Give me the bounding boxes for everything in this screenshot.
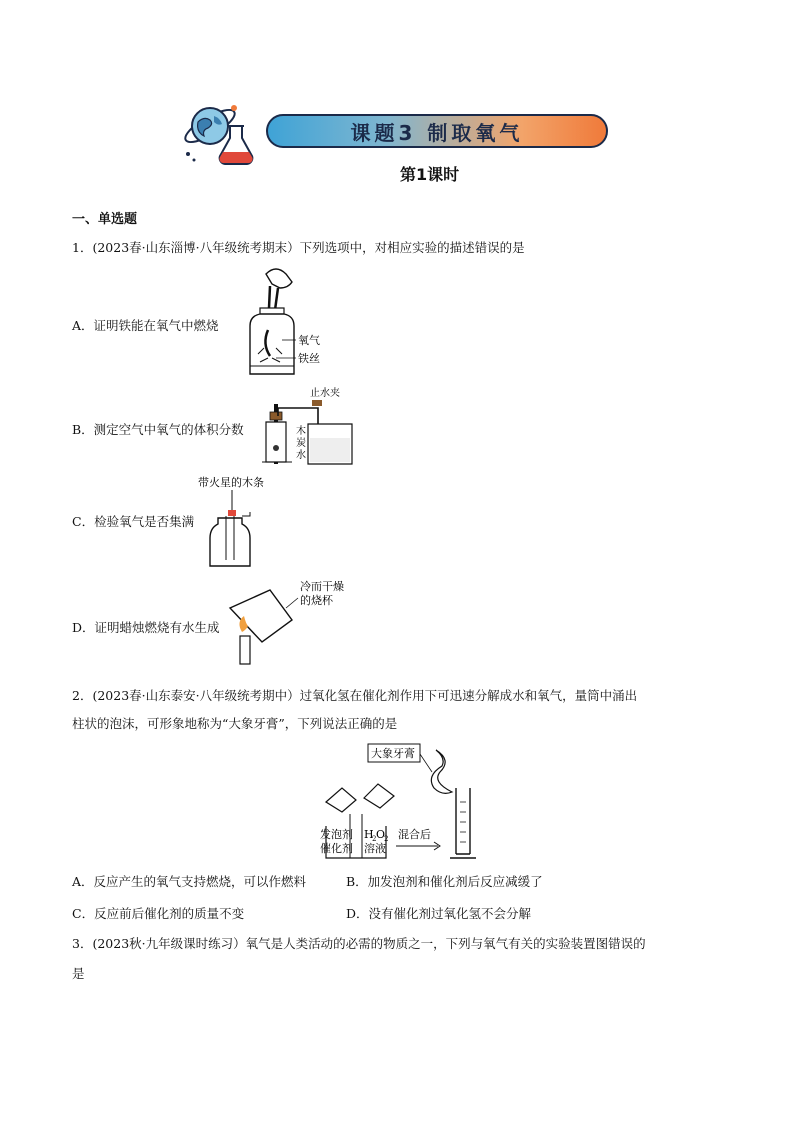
q2-option-a: A．反应产生的氧气支持燃烧，可以作燃料 — [72, 874, 307, 889]
q2-figure — [320, 742, 500, 864]
q1-option-a: A．证明铁能在氧气中燃烧 — [72, 318, 219, 333]
page-subtitle: 第1课时 — [400, 165, 460, 184]
q1b-label-clamp: 止水夹 — [310, 388, 340, 399]
q2-label-foam2: 催化剂 — [320, 842, 353, 855]
section-title: 一、单选题 — [72, 212, 138, 227]
q1b-label-3: 水 — [296, 450, 306, 461]
question-2-stem-line1: 2．(2023春·山东泰安·八年级统考期中）过氧化氢在催化剂作用下可迅速分解成水和氧气，量筒中涌出 — [72, 688, 638, 703]
q1a-label-iron-wire: 铁丝 — [298, 352, 320, 365]
q2-sub-2a: 2 — [372, 835, 377, 843]
q2-option-d: D．没有催化剂过氧化氢不会分解 — [346, 906, 532, 921]
q2-option-c: C．反应前后催化剂的质量不变 — [72, 906, 245, 921]
q1-figure-c — [196, 474, 286, 570]
question-3-stem-line2: 是 — [72, 966, 85, 981]
q2-label-foam1: 发泡剂 — [320, 828, 353, 841]
q2-label-o: O — [376, 828, 386, 841]
header-logo-icon — [180, 96, 264, 168]
q1c-label-splint: 带火星的木条 — [198, 476, 264, 489]
q1d-label-2: 的烧杯 — [300, 594, 333, 607]
q1d-label-1: 冷而干燥 — [300, 580, 344, 593]
q2-label-solution: 溶液 — [364, 842, 386, 855]
question-3-stem-line1: 3．(2023秋·九年级课时练习）氧气是人类活动的必需的物质之一，下列与氧气有关的实验装置图错误的 — [72, 936, 646, 951]
question-2-stem-line2: 柱状的泡沫，可形象地称为“大象牙膏”，下列说法正确的是 — [72, 716, 398, 731]
q1-figure-b — [258, 386, 360, 470]
q1-figure-d — [208, 578, 358, 670]
q1-figure-a — [236, 266, 326, 382]
q1b-label-1: 木 — [296, 426, 306, 437]
q1b-label-2: 炭 — [296, 438, 306, 449]
q1-option-d: D．证明蜡烛燃烧有水生成 — [72, 620, 220, 635]
q1-option-b: B．测定空气中氧气的体积分数 — [72, 422, 244, 437]
q1-option-c: C．检验氧气是否集满 — [72, 514, 195, 529]
q2-label-arrow: 混合后 — [398, 828, 431, 841]
question-1-stem: 1．(2023春·山东淄博·八年级统考期末）下列选项中，对相应实验的描述错误的是 — [72, 240, 525, 255]
q2-sub-2b: 2 — [384, 835, 389, 843]
page-title: 课题3 制取氧气 — [350, 120, 524, 145]
title-banner — [266, 114, 608, 148]
q1a-label-oxygen: 氧气 — [298, 334, 320, 347]
q2-label-h: H — [364, 828, 374, 841]
q2-option-b: B．加发泡剂和催化剂后反应减缓了 — [346, 874, 543, 889]
q2-label-box: 大象牙膏 — [371, 747, 415, 760]
